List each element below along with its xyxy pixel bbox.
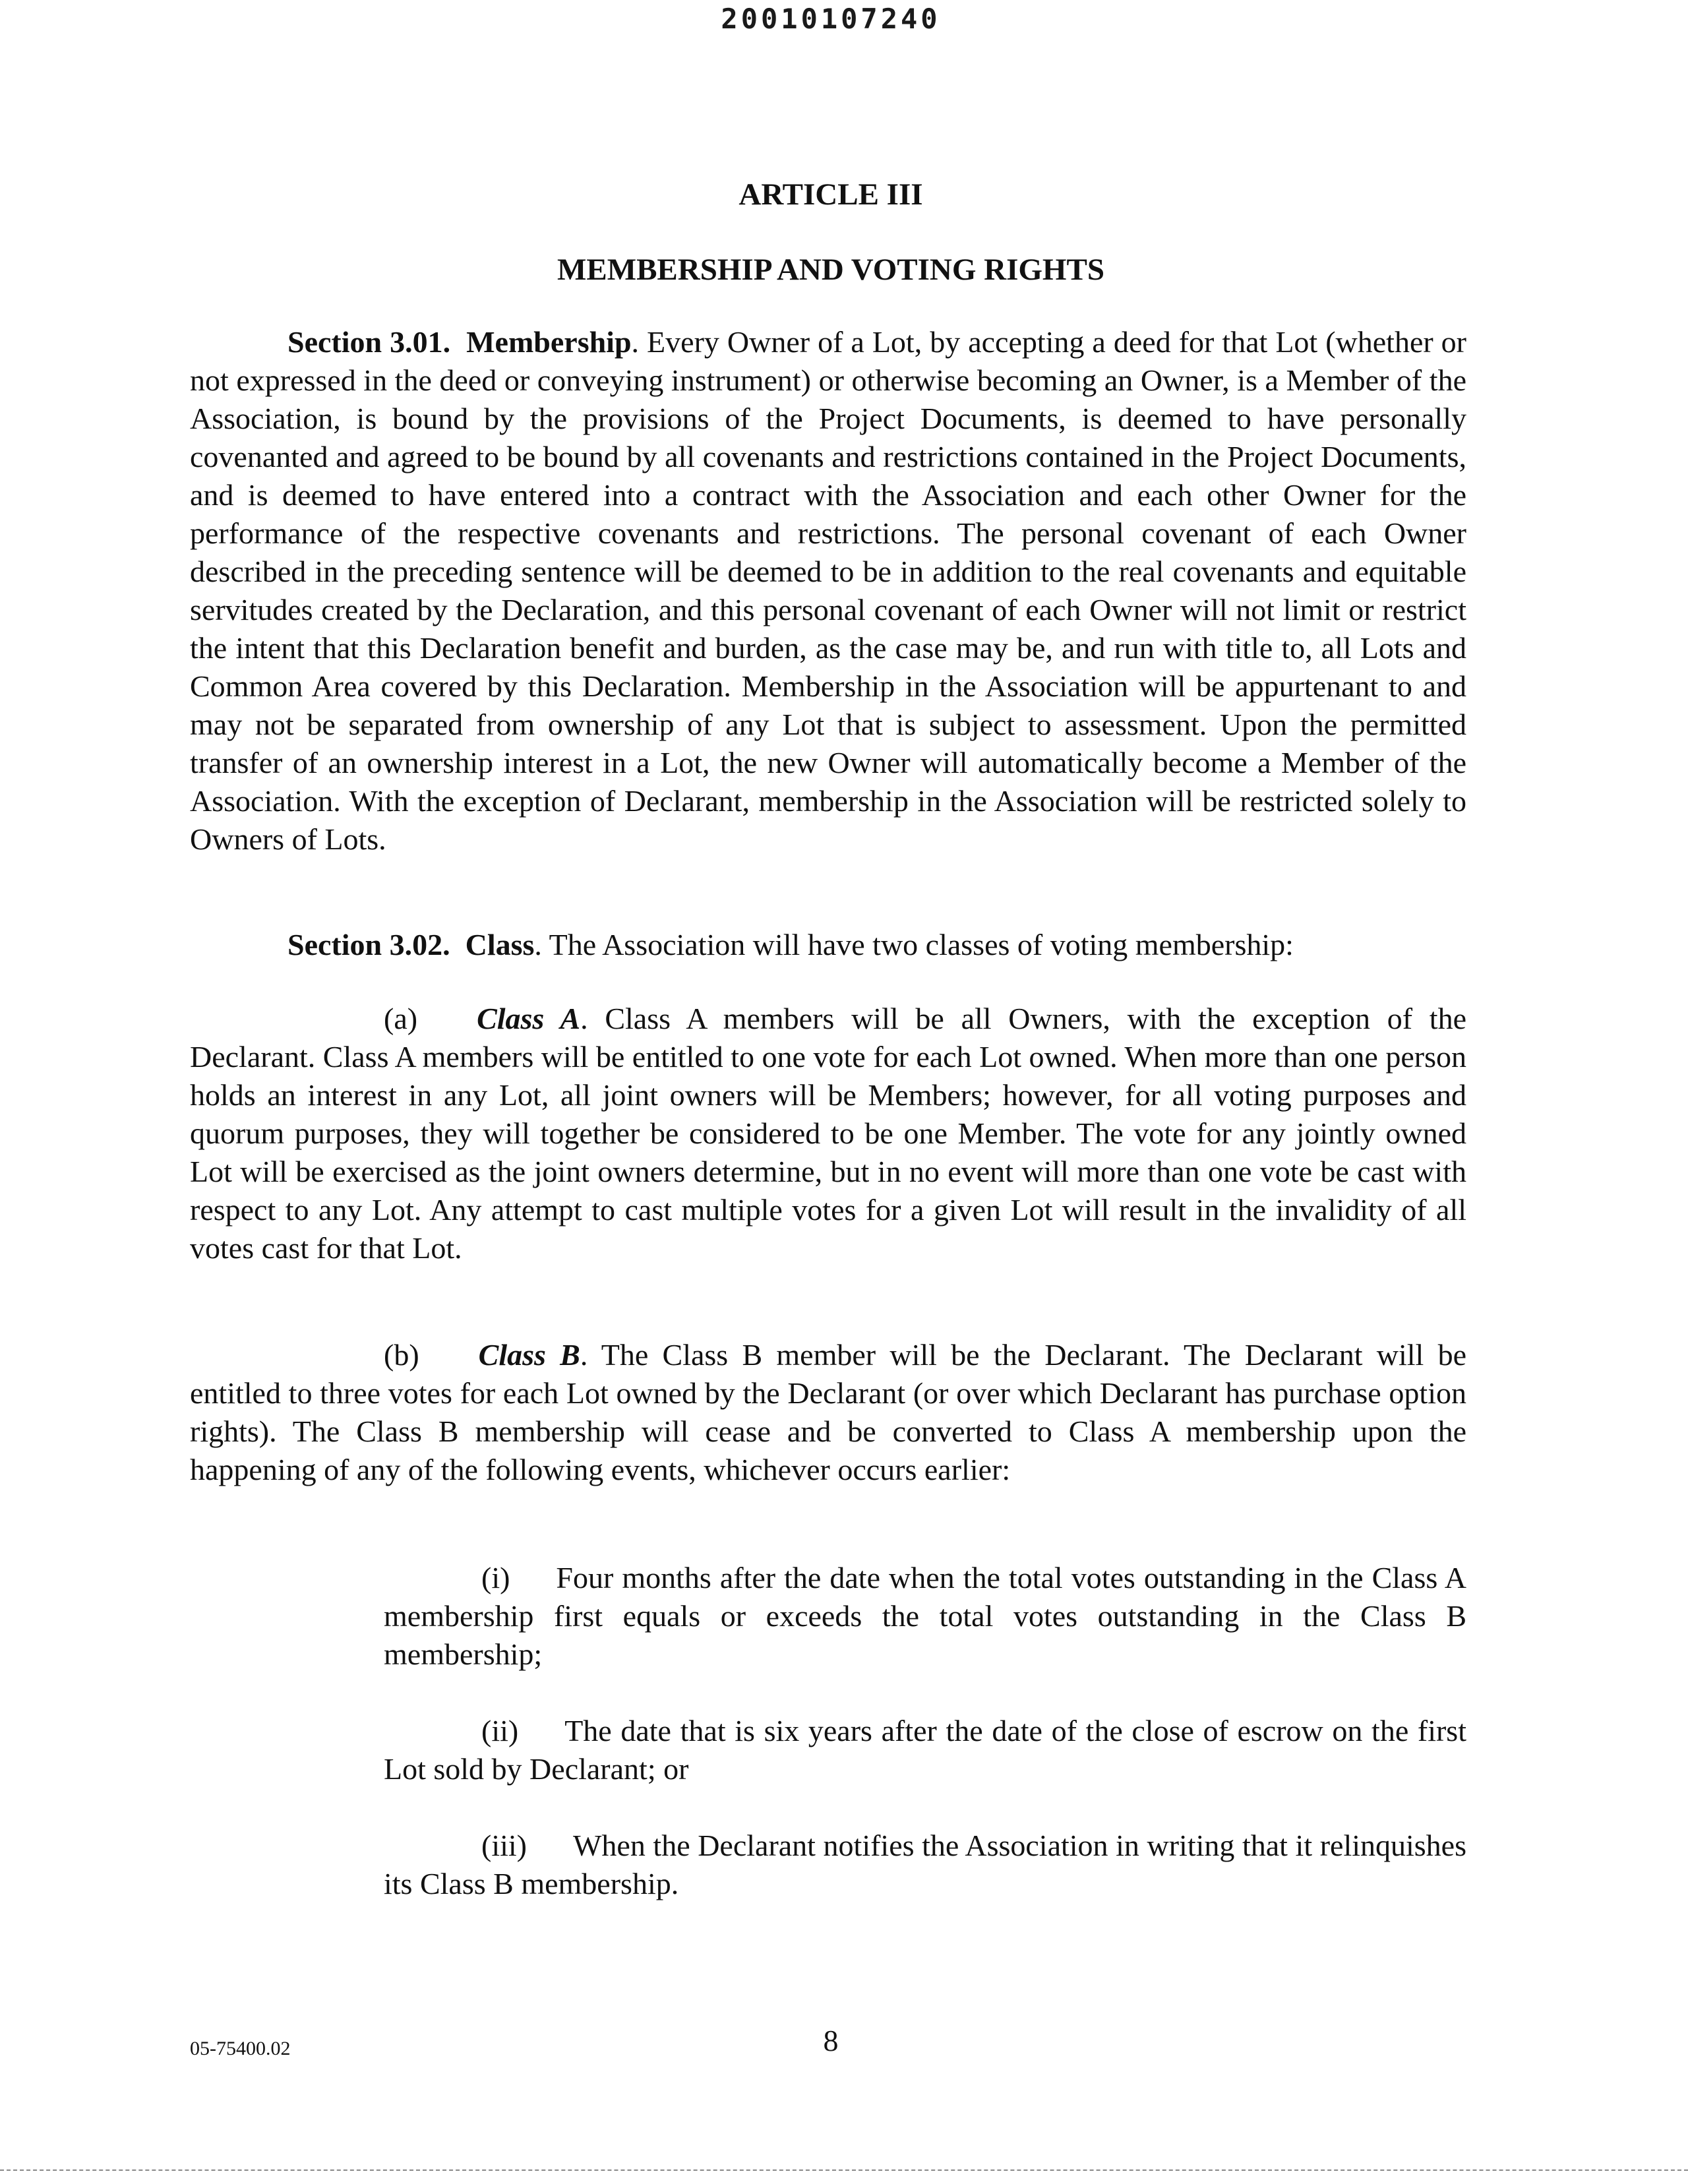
class-b-marker: (b) bbox=[384, 1338, 419, 1372]
section-3-01-paragraph bbox=[190, 323, 1466, 859]
class-a-title: Class A bbox=[477, 1002, 581, 1035]
page-number: 8 bbox=[823, 2024, 839, 2057]
section-3-02-title: Class bbox=[465, 928, 535, 961]
section-3-01-label: Section 3.01. bbox=[287, 325, 451, 359]
class-a-paragraph bbox=[190, 1000, 1466, 1267]
class-a-marker: (a) bbox=[384, 1002, 418, 1035]
scan-bottom-edge bbox=[0, 2169, 1688, 2171]
section-3-02-label: Section 3.02. bbox=[287, 928, 450, 961]
event-i-marker: (i) bbox=[481, 1561, 510, 1594]
section-3-01-text: . Every Owner of a Lot, by accepting a deed for that Lot (whether or not expressed in the deed or conveying instrument) or otherwise becoming an Owner, is a Member of the Association, is bound by the provisions of the Project Documents, is deemed to have personally covenanted and agreed to be bound by all covenants and restrictions contained in the Project Documents, and is deemed to have entered into a contract with the Association and each other Owner for the performance of the respective covenants and restrictions. The personal covenant of each Owner described in the preceding sentence will be deemed to be in addition to the real covenants and equitable servitudes created by the Declaration, and this personal covenant of each Owner will not limit or restrict the intent that this Declaration benefit and burden, as the case may be, and run with title to, all Lots and Common Area covered by this Declaration. Membership in the Association will be appurtenant to and may not be separated from ownership of any Lot that is subject to assessment. Upon the permitted transfer of an ownership interest in a Lot, the new Owner will automatically become a Member of the Association. With the exception of Declarant, membership in the Association will be restricted solely to Owners of Lots. bbox=[190, 325, 1466, 856]
class-b-text: . The Class B member will be the Declarant. The Declarant will be entitled to three votes for each Lot owned by the Declarant (or over which Declarant has purchase option rights). The Class B membership will cease and be converted to Class A membership upon the happening of any of the following events, whichever occurs earlier: bbox=[190, 1338, 1466, 1486]
event-iii-text: When the Declarant notifies the Association in writing that it relinquishes its Class B membership. bbox=[384, 1829, 1466, 1900]
section-3-02-paragraph bbox=[287, 926, 1474, 964]
event-ii-paragraph bbox=[384, 1712, 1466, 1788]
event-i-paragraph bbox=[384, 1559, 1466, 1674]
section-3-02-text: . The Association will have two classes of voting membership: bbox=[534, 928, 1294, 961]
document-id-stamp: 20010107240 bbox=[721, 3, 941, 35]
footer-document-code: 05-75400.02 bbox=[190, 2038, 291, 2059]
section-3-01-title: Membership bbox=[466, 325, 632, 359]
event-ii-marker: (ii) bbox=[481, 1714, 519, 1747]
article-heading: ARTICLE III bbox=[738, 177, 923, 212]
event-iii-marker: (iii) bbox=[481, 1829, 527, 1862]
event-iii-paragraph bbox=[384, 1827, 1466, 1903]
class-b-paragraph bbox=[190, 1336, 1466, 1489]
event-i-text: Four months after the date when the total votes outstanding in the Class A membership first equals or exceeds the total votes outstanding in the Class B membership; bbox=[384, 1561, 1466, 1671]
event-ii-text: The date that is six years after the date of the close of escrow on the first Lot sold by Declarant; or bbox=[384, 1714, 1466, 1786]
article-title: MEMBERSHIP AND VOTING RIGHTS bbox=[557, 253, 1104, 287]
class-b-title: Class B bbox=[478, 1338, 580, 1372]
class-a-text: . Class A members will be all Owners, with the exception of the Declarant. Class A members will be entitled to one vote for each Lot owned. When more than one person holds an interest in any Lot, all joint owners will be Members; however, for all voting purposes and quorum purposes, they will together be considered to be one Member. The vote for any jointly owned Lot will be exercised as the joint owners determine, but in no event will more than one vote be cast with respect to any Lot. Any attempt to cast multiple votes for a given Lot will result in the invalidity of all votes cast for that Lot. bbox=[190, 1002, 1466, 1265]
